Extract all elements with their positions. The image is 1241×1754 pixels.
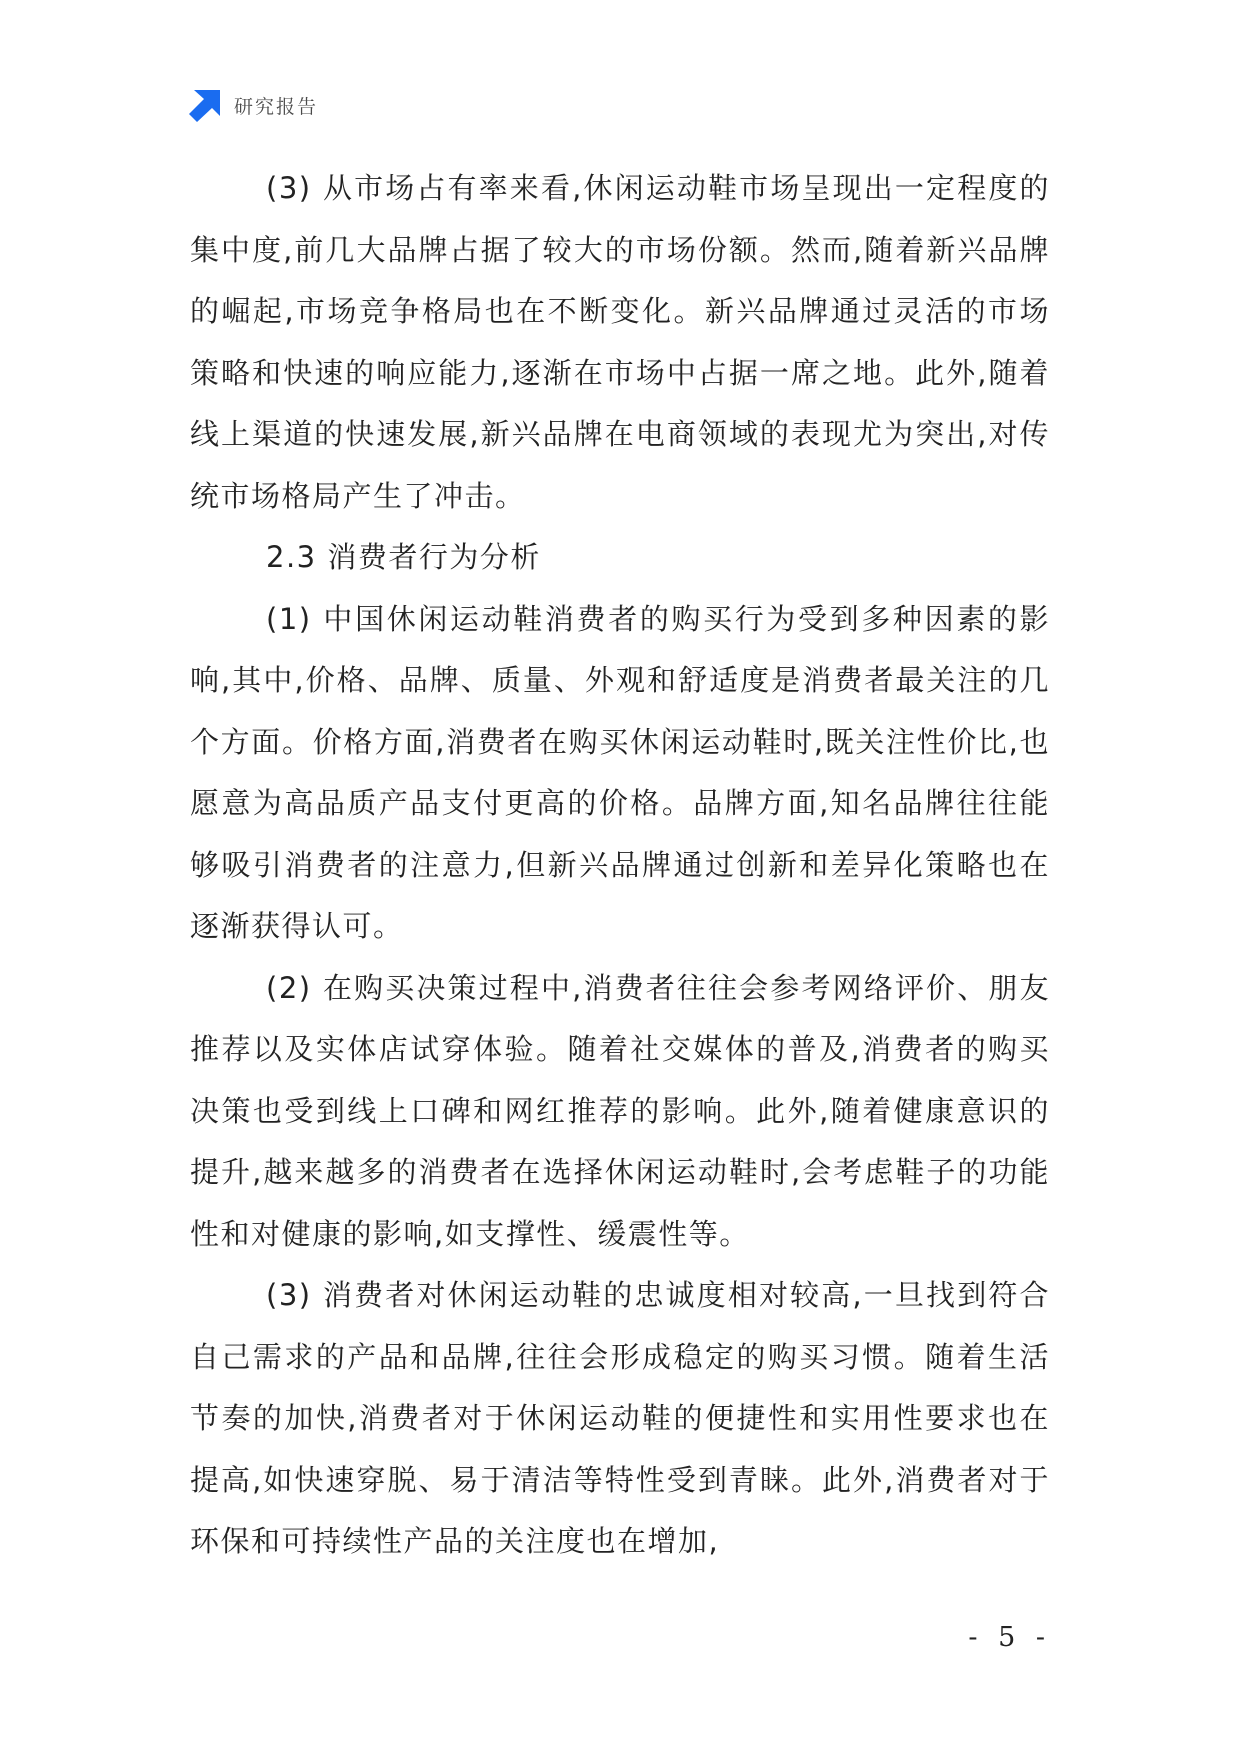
report-header xyxy=(188,88,318,122)
section-heading-consumer-behavior: 2.3 消费者行为分析 xyxy=(266,540,541,574)
paragraph-purchase-decision: (2) 在购买决策过程中,消费者往往会参考网络评价、朋友推荐以及实体店试穿体验。随着社交媒体的普及,消费者的购买决策也受到线上口碑和网红推荐的影响。此外,随着健康意识的提升,越来越多的消费者在选择休闲运动鞋时,会考虑鞋子的功能性和对健康的影响,如支撑性、缓震性等。 xyxy=(190,970,1050,1251)
paragraph-consumer-loyalty: (3) 消费者对休闲运动鞋的忠诚度相对较高,一旦找到符合自己需求的产品和品牌,往往会形成稳定的购买习惯。随着生活节奏的加快,消费者对于休闲运动鞋的便捷性和实用性要求也在提高,如快速穿脱、易于清洁等特性受到青睐。此外,消费者对于环保和可持续性产品的关注度也在增加, xyxy=(190,1278,1050,1558)
page-number: - 5 - xyxy=(968,1622,1051,1653)
paragraph-market-share: (3) 从市场占有率来看,休闲运动鞋市场呈现出一定程度的集中度,前几大品牌占据了较大的市场份额。然而,随着新兴品牌的崛起,市场竞争格局也在不断变化。新兴品牌通过灵活的市场策略和快速的响应能力,逐渐在市场中占据一席之地。此外,随着线上渠道的快速发展,新兴品牌在电商领域的表现尤为突出,对传统市场格局产生了冲击。 xyxy=(190,171,1050,513)
paragraph-purchase-factors: (1) 中国休闲运动鞋消费者的购买行为受到多种因素的影响,其中,价格、品牌、质量、外观和舒适度是消费者最关注的几个方面。价格方面,消费者在购买休闲运动鞋时,既关注性价比,也愿意为高品质产品支付更高的价格。品牌方面,知名品牌往往能够吸引消费者的注意力,但新兴品牌通过创新和差异化策略也在逐渐获得认可。 xyxy=(190,601,1050,943)
arrow-up-right-logo-icon xyxy=(188,88,222,122)
document-body xyxy=(190,158,1050,1573)
header-title: 研究报告 xyxy=(234,95,319,118)
